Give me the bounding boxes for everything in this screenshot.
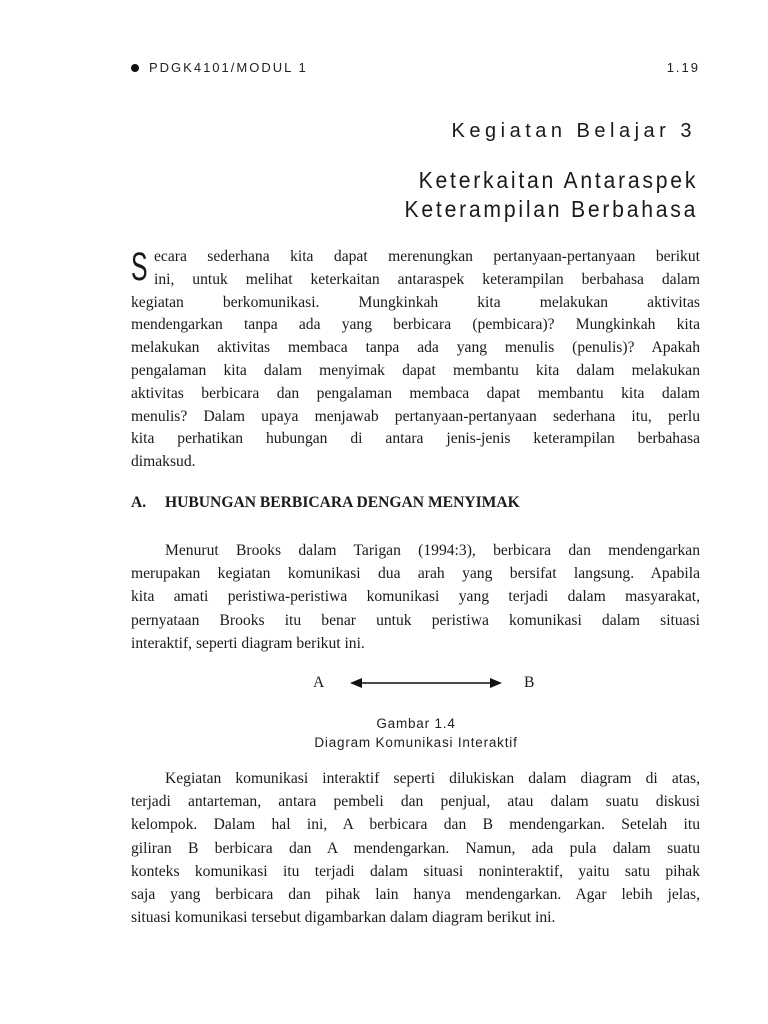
section-title-line-2: Keterampilan Berbahasa bbox=[404, 196, 698, 222]
section-title-line-1: Keterkaitan Antaraspek bbox=[418, 167, 698, 193]
body-paragraph-1 bbox=[131, 539, 700, 655]
paragraph-line: kita amati peristiwa-peristiwa komunikasi yang terjadi dalam masyarakat, bbox=[131, 588, 700, 606]
paragraph-line: konteks komunikasi itu terjadi dalam situasi noninteraktif, yaitu satu pihak bbox=[131, 862, 700, 880]
paragraph-line: pengalaman kita dalam menyimak dapat membantu kita dalam melakukan bbox=[131, 361, 700, 379]
paragraph-line: menulis? Dalam upaya menjawab pertanyaan-pertanyaan sederhana itu, perlu bbox=[131, 407, 700, 425]
paragraph-line: situasi komunikasi tersebut digambarkan dalam diagram berikut ini. bbox=[131, 909, 556, 927]
body-paragraph-2 bbox=[131, 767, 700, 929]
page-number: 1.19 bbox=[666, 60, 700, 75]
figure-caption bbox=[200, 714, 632, 752]
subsection-number: A. bbox=[131, 494, 147, 511]
kegiatan-belajar-label: Kegiatan Belajar 3 bbox=[451, 120, 696, 142]
paragraph-line: kegiatan berkomunikasi. Mungkinkah kita melakukan aktivitas bbox=[131, 293, 700, 311]
running-header bbox=[131, 60, 700, 75]
paragraph-line: melakukan aktivitas membaca tanpa ada yang menulis (penulis)? Apakah bbox=[131, 339, 700, 357]
paragraph-line: giliran B berbicara dan A mendengarkan. Namun, ada pula dalam suatu bbox=[131, 839, 700, 857]
paragraph-line: mendengarkan tanpa ada yang berbicara (pembicara)? Mungkinkah kita bbox=[131, 316, 700, 334]
paragraph-line: Menurut Brooks dalam Tarigan (1994:3), berbicara dan mendengarkan bbox=[165, 542, 700, 559]
double-arrow-icon bbox=[350, 676, 502, 690]
paragraph-line: ecara sederhana kita dapat merenungkan pertanyaan-pertanyaan berikut bbox=[154, 248, 700, 265]
paragraph-line: saja yang berbicara dan pihak lain hanya mendengarkan. Agar lebih jelas, bbox=[131, 885, 700, 903]
paragraph-line: pernyataan Brooks itu benar untuk peristiwa komunikasi dalam situasi bbox=[131, 611, 700, 629]
paragraph-line: merupakan kegiatan komunikasi dua arah yang bersifat langsung. Apabila bbox=[131, 565, 700, 583]
module-code: PDGK4101/MODUL 1 bbox=[149, 60, 308, 75]
paragraph-line: kelompok. Dalam hal ini, A berbicara dan B mendengarkan. Setelah itu bbox=[131, 816, 700, 834]
section-title bbox=[404, 166, 698, 224]
drop-cap: S bbox=[131, 245, 148, 289]
paragraph-line: terjadi antarteman, antara pembeli dan penjual, atau dalam suatu diskusi bbox=[131, 793, 700, 811]
paragraph-line: kita perhatikan hubungan di antara jenis-jenis keterampilan berbahasa bbox=[131, 430, 700, 448]
diagram-node-a: A bbox=[313, 674, 325, 691]
paragraph-line: Kegiatan komunikasi interaktif seperti dilukiskan dalam diagram di atas, bbox=[165, 770, 700, 787]
paragraph-line: interaktif, seperti diagram berikut ini. bbox=[131, 634, 365, 652]
figure-number: Gambar 1.4 bbox=[376, 716, 456, 731]
interactive-communication-diagram bbox=[300, 672, 560, 696]
diagram-node-b: B bbox=[524, 674, 535, 691]
bullet-icon bbox=[131, 64, 139, 72]
intro-paragraph bbox=[131, 246, 700, 474]
paragraph-line: ini, untuk melihat keterkaitan antaraspek keterampilan berbahasa dalam bbox=[154, 270, 700, 288]
paragraph-line: dimaksud. bbox=[131, 453, 196, 471]
paragraph-line: aktivitas berbicara dan pengalaman membaca dapat membantu kita dalam bbox=[131, 384, 700, 402]
subsection-heading bbox=[131, 494, 520, 512]
subsection-title: HUBUNGAN BERBICARA DENGAN MENYIMAK bbox=[165, 494, 520, 511]
figure-title: Diagram Komunikasi Interaktif bbox=[314, 735, 518, 750]
